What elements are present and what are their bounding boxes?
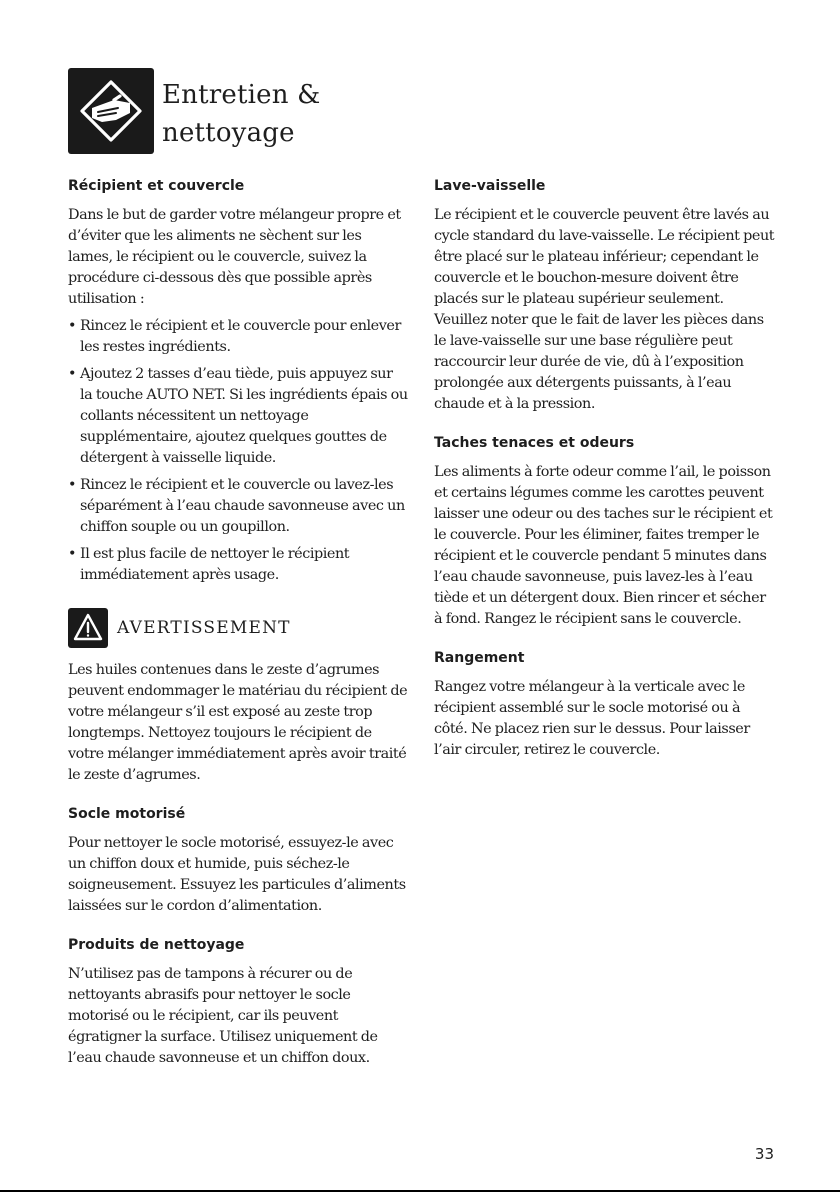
heading-recipient-couvercle: Récipient et couvercle xyxy=(68,178,245,194)
heading-lave-vaisselle: Lave-vaisselle xyxy=(434,178,546,194)
title-line-1: Entretien & xyxy=(162,80,321,110)
warning-label: AVERTISSEMENT xyxy=(117,618,291,638)
produits-text: N’utilisez pas de tampons à récurer ou de nettoyants abrasifs pour nettoyer le socle motorisé ou le récipient, car ils peuvent égratigner la surface. Utilisez uniquement de l’eau chaude savonneuse et un chiffon doux. xyxy=(68,966,378,1066)
cleaning-steps-list xyxy=(68,316,408,586)
page-number: 33 xyxy=(754,1145,774,1163)
recipient-intro: Dans le but de garder votre mélangeur propre et d’éviter que les aliments ne sèchent sur les lames, le récipient ou le couvercle, suivez la procédure ci-dessous dès que possible après utilisation : xyxy=(68,207,401,307)
socle-text: Pour nettoyer le socle motorisé, essuyez-le avec un chiffon doux et humide, puis séchez-le soigneusement. Essuyez les particules d’aliments laissées sur le cordon d’alimentation. xyxy=(68,835,406,914)
warning-text: Les huiles contenues dans le zeste d’agrumes peuvent endommager le matériau du récipient de votre mélangeur s’il est exposé au zeste trop longtemps. Nettoyez toujours le récipient de votre mélanger immédiatement après avoir traité le zeste d’agrumes. xyxy=(68,662,408,783)
heading-rangement: Rangement xyxy=(434,650,525,666)
list-item: • Rincez le récipient et le couvercle pour enlever les restes ingrédients. xyxy=(68,316,408,358)
warning-triangle-icon xyxy=(68,608,108,648)
left-column xyxy=(68,176,408,1069)
cleaning-cloth-hand-icon xyxy=(68,68,154,154)
heading-socle-motorise: Socle motorisé xyxy=(68,806,186,822)
list-item: • Ajoutez 2 tasses d’eau tiède, puis appuyez sur la touche AUTO NET. Si les ingrédients épais ou collants nécessitent un nettoyage supplémentaire, ajoutez quelques gouttes de détergent à vaisselle liquide. xyxy=(68,364,408,469)
warning-header xyxy=(68,608,408,648)
lave-vaisselle-text: Le récipient et le couvercle peuvent être lavés au cycle standard du lave-vaisselle. Le récipient peut être placé sur le plateau inférieur; cependant le couvercle et le bouchon-mesure doivent être placés sur le plateau supérieur seulement. Veuillez noter que le fait de laver les pièces dans le lave-vaisselle sur une base régulière peut raccourcir leur durée de vie, dû à l’exposition prolongée aux détergents puissants, à l’eau chaude et à la pression. xyxy=(434,207,775,412)
taches-text: Les aliments à forte odeur comme l’ail, le poisson et certains légumes comme les carottes peuvent laisser une odeur ou des taches sur le récipient et le couvercle. Pour les éliminer, faites tremper le récipient et le couvercle pendant 5 minutes dans l’eau chaude savonneuse, puis lavez-les à l’eau tiède et un détergent doux. Bien rincer et sécher à fond. Rangez le récipient sans le couvercle. xyxy=(434,464,773,627)
title-line-2: nettoyage xyxy=(162,118,295,148)
page-title xyxy=(162,76,321,152)
heading-produits-nettoyage: Produits de nettoyage xyxy=(68,937,245,953)
list-item: • Rincez le récipient et le couvercle ou lavez-les séparément à l’eau chaude savonneuse avec un chiffon souple ou un goupillon. xyxy=(68,475,408,538)
heading-taches-odeurs: Taches tenaces et odeurs xyxy=(434,435,635,451)
rangement-text: Rangez votre mélangeur à la verticale avec le récipient assemblé sur le socle motorisé ou à côté. Ne placez rien sur le dessus. Pour laisser l’air circuler, retirez le couvercle. xyxy=(434,679,750,758)
right-column xyxy=(434,176,776,761)
list-item: • Il est plus facile de nettoyer le récipient immédiatement après usage. xyxy=(68,544,408,586)
